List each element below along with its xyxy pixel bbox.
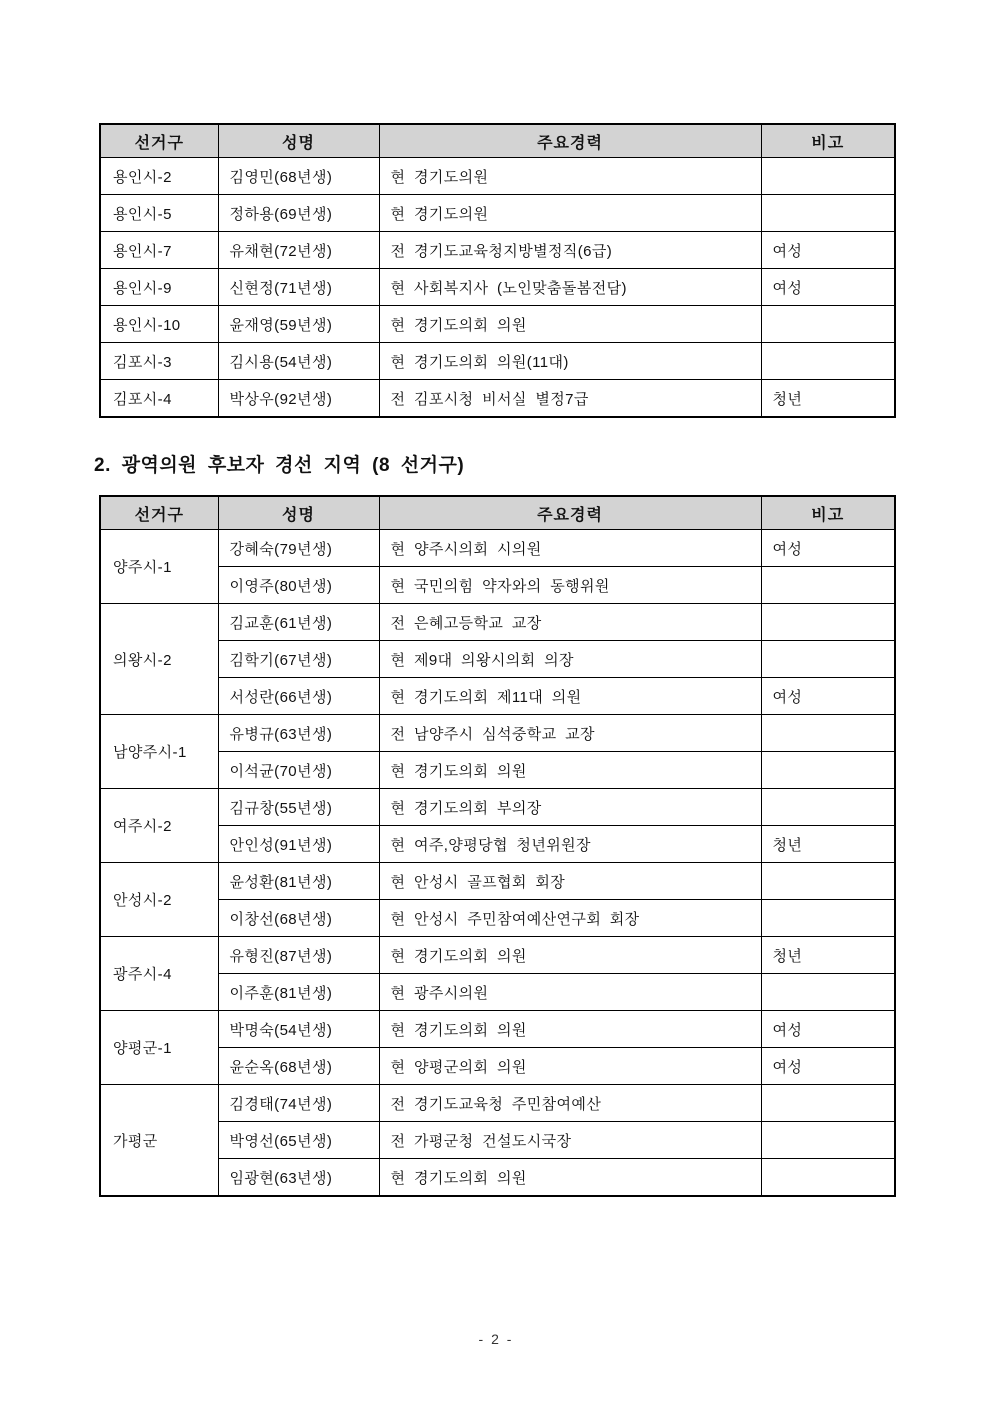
note-cell: 여성: [761, 1011, 895, 1048]
note-cell: [761, 715, 895, 752]
table-row: [100, 752, 895, 789]
district-cell: 가평군: [100, 1085, 218, 1197]
career-cell: 전 은혜고등학교 교장: [379, 604, 761, 641]
career-cell: 현 경기도의회 의원: [379, 1159, 761, 1197]
section-heading: 2. 광역의원 후보자 경선 지역 (8 선거구): [94, 455, 465, 476]
note-cell: [761, 158, 895, 195]
name-cell: 유채현(72년생): [218, 232, 379, 269]
district-cell: 양평군-1: [100, 1011, 218, 1085]
note-cell: [761, 343, 895, 380]
career-cell: 현 광주시의원: [379, 974, 761, 1011]
district-cell: 안성시-2: [100, 863, 218, 937]
note-cell: 청년: [761, 937, 895, 974]
district-cell: 용인시-9: [100, 269, 218, 306]
name-cell: 정하용(69년생): [218, 195, 379, 232]
note-cell: [761, 1085, 895, 1122]
career-cell: 현 안성시 주민참여예산연구회 회장: [379, 900, 761, 937]
column-header-district: 선거구: [100, 124, 218, 158]
note-cell: [761, 567, 895, 604]
district-cell: 광주시-4: [100, 937, 218, 1011]
note-cell: [761, 900, 895, 937]
name-cell: 이주훈(81년생): [218, 974, 379, 1011]
note-cell: 여성: [761, 1048, 895, 1085]
table-row: [100, 863, 895, 900]
note-cell: [761, 974, 895, 1011]
note-cell: [761, 604, 895, 641]
note-cell: [761, 752, 895, 789]
note-cell: 여성: [761, 678, 895, 715]
table-row: [100, 900, 895, 937]
name-cell: 유형진(87년생): [218, 937, 379, 974]
career-cell: 현 사회복지사 (노인맞춤돌봄전담): [379, 269, 761, 306]
district-cell: 여주시-2: [100, 789, 218, 863]
career-cell: 현 경기도의회 제11대 의원: [379, 678, 761, 715]
table-row: [100, 343, 895, 380]
district-cell: 김포시-3: [100, 343, 218, 380]
note-cell: 여성: [761, 232, 895, 269]
table-row: [100, 789, 895, 826]
career-cell: 전 경기도교육청지방별정직(6급): [379, 232, 761, 269]
name-cell: 이석균(70년생): [218, 752, 379, 789]
career-cell: 현 경기도의회 부의장: [379, 789, 761, 826]
table-row: [100, 1085, 895, 1122]
table-row: [100, 269, 895, 306]
table-row: [100, 641, 895, 678]
name-cell: 김규창(55년생): [218, 789, 379, 826]
table-row: [100, 306, 895, 343]
name-cell: 김교훈(61년생): [218, 604, 379, 641]
name-cell: 강혜숙(79년생): [218, 530, 379, 567]
name-cell: 김학기(67년생): [218, 641, 379, 678]
name-cell: 윤재영(59년생): [218, 306, 379, 343]
table-row: [100, 1122, 895, 1159]
career-cell: 현 경기도의회 의원: [379, 306, 761, 343]
career-cell: 현 경기도의원: [379, 195, 761, 232]
note-cell: 여성: [761, 530, 895, 567]
name-cell: 김시용(54년생): [218, 343, 379, 380]
career-cell: 현 경기도의회 의원: [379, 752, 761, 789]
header-row: [100, 124, 895, 158]
name-cell: 유병규(63년생): [218, 715, 379, 752]
table-row: [100, 678, 895, 715]
note-cell: [761, 641, 895, 678]
district-cell: 남양주시-1: [100, 715, 218, 789]
column-header-name: 성명: [218, 124, 379, 158]
name-cell: 서성란(66년생): [218, 678, 379, 715]
table-row: [100, 1159, 895, 1197]
career-cell: 현 경기도의회 의원(11대): [379, 343, 761, 380]
table-row: [100, 604, 895, 641]
career-cell: 전 가평군청 건설도시국장: [379, 1122, 761, 1159]
note-cell: [761, 1122, 895, 1159]
district-cell: 의왕시-2: [100, 604, 218, 715]
table-row: [100, 974, 895, 1011]
column-header-career: 주요경력: [379, 124, 761, 158]
header-row: [100, 496, 895, 530]
name-cell: 박영선(65년생): [218, 1122, 379, 1159]
note-cell: [761, 789, 895, 826]
career-cell: 현 여주,양평당협 청년위원장: [379, 826, 761, 863]
column-header-district: 선거구: [100, 496, 218, 530]
column-header-career: 주요경력: [379, 496, 761, 530]
name-cell: 박명숙(54년생): [218, 1011, 379, 1048]
career-cell: 현 안성시 골프협회 회장: [379, 863, 761, 900]
name-cell: 김영민(68년생): [218, 158, 379, 195]
career-cell: 현 경기도의원: [379, 158, 761, 195]
table-row: [100, 826, 895, 863]
name-cell: 김경태(74년생): [218, 1085, 379, 1122]
career-cell: 현 제9대 의왕시의회 의장: [379, 641, 761, 678]
career-cell: 현 국민의힘 약자와의 동행위원: [379, 567, 761, 604]
career-cell: 전 김포시청 비서실 별정7급: [379, 380, 761, 418]
column-header-note: 비고: [761, 124, 895, 158]
district-cell: 용인시-7: [100, 232, 218, 269]
table-row: [100, 1048, 895, 1085]
career-cell: 전 경기도교육청 주민참여예산: [379, 1085, 761, 1122]
note-cell: [761, 195, 895, 232]
note-cell: [761, 863, 895, 900]
district-cell: 김포시-4: [100, 380, 218, 418]
career-cell: 현 경기도의회 의원: [379, 1011, 761, 1048]
name-cell: 신현정(71년생): [218, 269, 379, 306]
table-row: [100, 567, 895, 604]
name-cell: 윤성환(81년생): [218, 863, 379, 900]
name-cell: 임광현(63년생): [218, 1159, 379, 1197]
career-cell: 전 남양주시 심석중학교 교장: [379, 715, 761, 752]
table-row: [100, 380, 895, 418]
table-row: [100, 195, 895, 232]
column-header-note: 비고: [761, 496, 895, 530]
page-number: - 2 -: [478, 1331, 514, 1347]
note-cell: [761, 306, 895, 343]
name-cell: 안인성(91년생): [218, 826, 379, 863]
note-cell: 여성: [761, 269, 895, 306]
table-row: [100, 232, 895, 269]
district-cell: 용인시-5: [100, 195, 218, 232]
name-cell: 윤순옥(68년생): [218, 1048, 379, 1085]
name-cell: 박상우(92년생): [218, 380, 379, 418]
note-cell: [761, 1159, 895, 1197]
district-cell: 양주시-1: [100, 530, 218, 604]
column-header-name: 성명: [218, 496, 379, 530]
candidate-table-2: [99, 495, 896, 1197]
note-cell: 청년: [761, 826, 895, 863]
table-row: [100, 158, 895, 195]
district-cell: 용인시-2: [100, 158, 218, 195]
name-cell: 이창선(68년생): [218, 900, 379, 937]
name-cell: 이영주(80년생): [218, 567, 379, 604]
table-row: [100, 1011, 895, 1048]
career-cell: 현 경기도의회 의원: [379, 937, 761, 974]
table-row: [100, 715, 895, 752]
career-cell: 현 양평군의회 의원: [379, 1048, 761, 1085]
district-cell: 용인시-10: [100, 306, 218, 343]
candidate-table-1: [99, 123, 896, 418]
career-cell: 현 양주시의회 시의원: [379, 530, 761, 567]
note-cell: 청년: [761, 380, 895, 418]
table-row: [100, 937, 895, 974]
table-row: [100, 530, 895, 567]
